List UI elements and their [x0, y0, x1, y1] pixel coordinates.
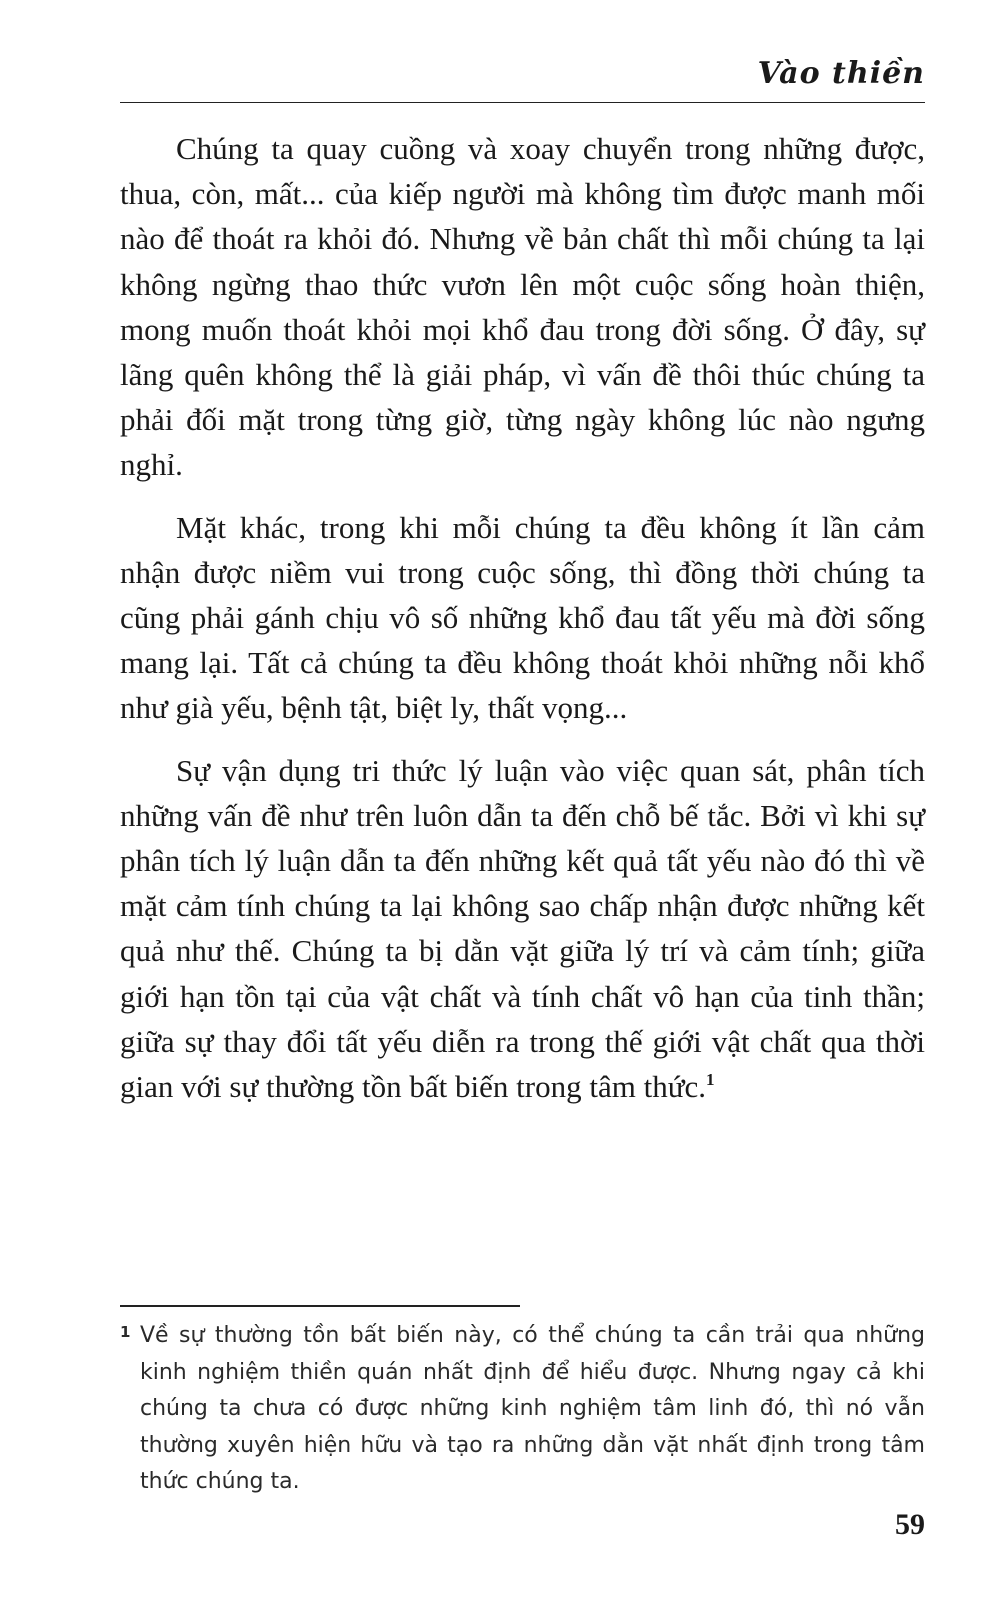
paragraph-2: Mặt khác, trong khi mỗi chúng ta đều không ít lần cảm nhận được niềm vui trong cuộc sống, thì đồng thời chúng ta cũng phải gánh chịu vô số những khổ đau tất yếu mà đời sống mang lại. Tất cả chúng ta đều không thoát khỏi những nỗi khổ như già yếu, bệnh tật, biệt ly, thất vọng... — [120, 509, 925, 726]
running-header-title: Vào thiền — [757, 56, 925, 91]
paragraph-3 — [120, 748, 925, 1110]
footnote-reference[interactable]: 1 — [706, 1070, 715, 1090]
paragraph-3-text: Sự vận dụng tri thức lý luận vào việc quan sát, phân tích những vấn đề như trên luôn dẫn ta đến chỗ bế tắc. Bởi vì khi sự phân tích lý luận dẫn ta đến những kết quả tất yếu nào đó thì về mặt cảm tính chúng ta lại không sao chấp nhận được những kết quả như thế. Chúng ta bị dằn vặt giữa lý trí và cảm tính; giữa giới hạn tồn tại của vật chất và tính chất vô hạn của tinh thần; giữa sự thay đổi tất yếu diễn ra trong thế giới vật chất qua thời gian với sự thường tồn bất biến trong tâm thức. — [120, 752, 925, 1105]
page-number: 59 — [895, 1508, 925, 1541]
footnote-text: Về sự thường tồn bất biến này, có thể chúng ta cần trải qua những kinh nghiệm thiền quán nhất định để hiểu được. Nhưng ngay cả khi chúng ta chưa có được những kinh nghiệm tâm linh đó, thì nó vẫn thường xuyên hiện hữu và tạo ra những dằn vặt nhất định trong tâm thức chúng ta. — [140, 1323, 925, 1494]
main-text — [120, 126, 925, 1126]
footnote — [120, 1318, 925, 1501]
paragraph-1: Chúng ta quay cuồng và xoay chuyển trong những được, thua, còn, mất... của kiếp người mà không tìm được manh mối nào để thoát ra khỏi đó. Nhưng về bản chất thì mỗi chúng ta lại không ngừng thao thức vươn lên một cuộc sống hoàn thiện, mong muốn thoát khỏi mọi khổ đau trong đời sống. Ở đây, sự lãng quên không thể là giải pháp, vì vấn đề thôi thúc chúng ta phải đối mặt trong từng giờ, từng ngày không lúc nào ngưng nghỉ. — [120, 131, 925, 483]
footnote-divider — [120, 1305, 520, 1307]
footnote-marker: 1 — [120, 1323, 131, 1341]
running-header — [120, 52, 925, 103]
